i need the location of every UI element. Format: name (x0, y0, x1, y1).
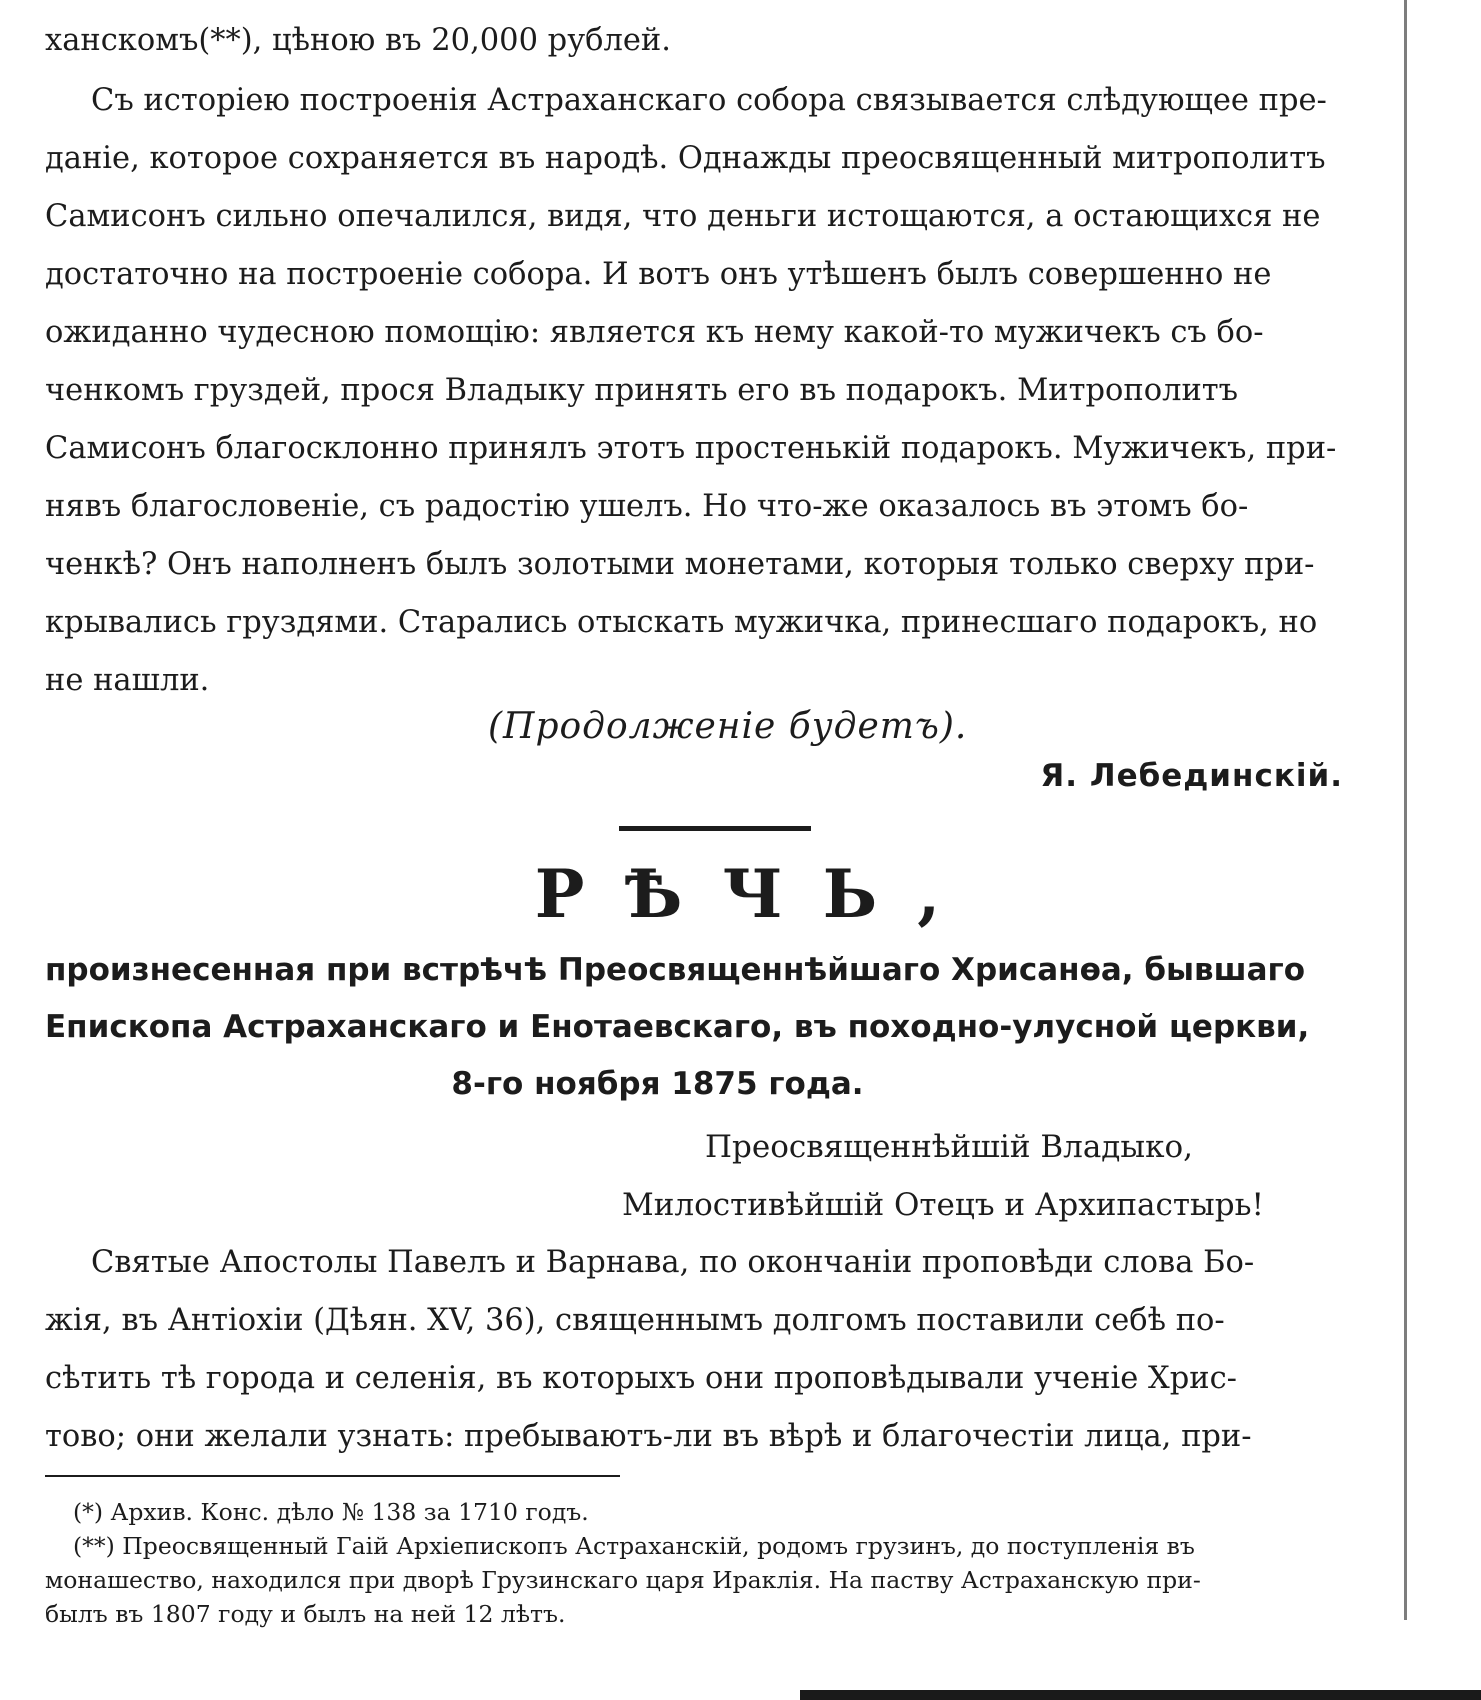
footnote-continuation: монашество, находился при дворѣ Грузинскаго царя Ираклія. На паству Астраханскую при- (45, 1566, 1201, 1594)
text-line: даніе, которое сохраняется въ народѣ. Однажды преосвященный митрополитъ (45, 141, 1326, 176)
section-divider (619, 826, 811, 831)
text-line: Святые Апостолы Павелъ и Варнава, по окончаніи проповѣди слова Бо- (91, 1245, 1255, 1280)
text-line: Съ исторіею построенія Астраханскаго собора связывается слѣдующее пре- (91, 83, 1327, 118)
footnote-continuation: былъ въ 1807 году и былъ на ней 12 лѣтъ. (45, 1600, 566, 1628)
text-line: крывались груздями. Старались отыскать мужичка, принесшаго подарокъ, но (45, 605, 1318, 640)
text-line: не нашли. (45, 663, 210, 698)
scan-bottom-border (800, 1690, 1481, 1700)
text-line: Самисонъ сильно опечалился, видя, что деньги истощаются, а остающихся не (45, 199, 1321, 234)
speech-body (45, 1234, 1390, 1466)
author-signature: Я. Лебединскій. (1040, 758, 1343, 794)
text-line: ченкомъ груздей, прося Владыку принять его въ подарокъ. Митрополитъ (45, 373, 1239, 408)
footnote: (*) Архив. Конс. дѣло № 138 за 1710 годъ. (73, 1498, 589, 1526)
text-line: ханскомъ(**), цѣною въ 20,000 рублей. (45, 23, 671, 58)
scan-edge-line (1404, 0, 1407, 1620)
footnote: (**) Преосвященный Гаій Архіепископъ Астраханскій, родомъ грузинъ, до поступленія въ (73, 1532, 1195, 1560)
legend-paragraph (45, 72, 1390, 710)
text-line: ченкѣ? Онъ наполненъ былъ золотыми монетами, которыя только сверху при- (45, 547, 1315, 582)
speech-title: РѢЧЬ, (534, 855, 981, 933)
salutation-line: Преосвященнѣйшій Владыко, (705, 1129, 1193, 1165)
subtitle-line: Епископа Астраханскаго и Енотаевскаго, въ походно-улусной церкви, (45, 1009, 1310, 1045)
top-paragraph (45, 12, 1390, 70)
subtitle-line: 8-го ноября 1875 года. (451, 1066, 864, 1102)
text-line: достаточно на построеніе собора. И вотъ онъ утѣшенъ былъ совершенно не (45, 257, 1272, 292)
text-line: тово; они желали узнать: пребываютъ-ли въ вѣрѣ и благочестіи лица, при- (45, 1419, 1252, 1454)
text-line: Самисонъ благосклонно принялъ этотъ простенькій подарокъ. Мужичекъ, при- (45, 431, 1337, 466)
to-be-continued: (Продолженіе будетъ). (488, 706, 968, 747)
text-line: ожиданно чудесною помощію: является къ нему какой-то мужичекъ съ бо- (45, 315, 1264, 350)
text-line: сѣтить тѣ города и селенія, въ которыхъ они проповѣдывали ученіе Хрис- (45, 1361, 1237, 1396)
subtitle-line: произнесенная при встрѣчѣ Преосвященнѣйшаго Хрисанѳа, бывшаго (45, 952, 1305, 988)
salutation-line: Милостивѣйшій Отецъ и Архипастырь! (622, 1187, 1264, 1223)
footnotes (45, 1495, 1390, 1631)
text-line: нявъ благословеніе, съ радостію ушелъ. Но что-же оказалось въ этомъ бо- (45, 489, 1249, 524)
text-line: жія, въ Антіохіи (Дѣян. XV, 36), священнымъ долгомъ поставили себѣ по- (45, 1303, 1225, 1338)
footnote-rule (45, 1475, 620, 1477)
speech-subtitle (45, 942, 1390, 1113)
